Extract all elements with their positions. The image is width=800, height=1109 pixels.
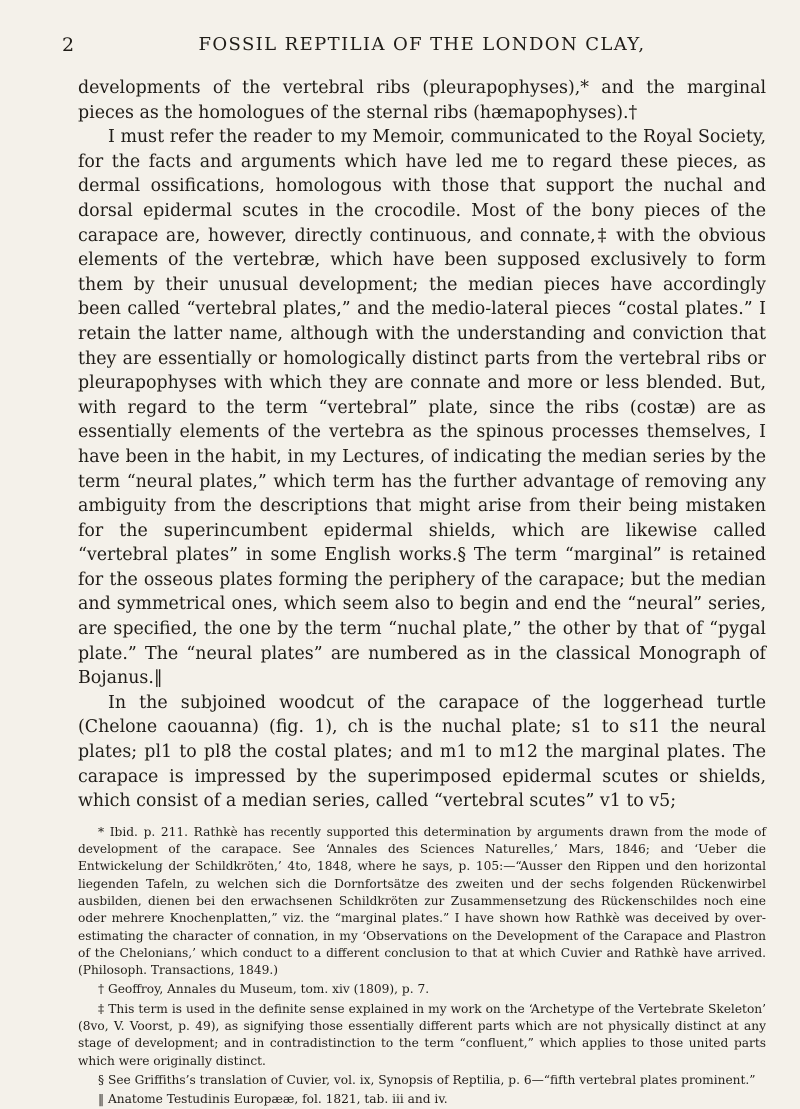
footnote-1: * Ibid. p. 211. Rathkè has recently supported this determination by arguments drawn from the mode of development of the carapace. See ‘Annales des Sciences Naturelles,’ Mars, 1846; and ‘Ueber die Entwickelung der Schildkröten,’ 4to, 1848, where he says, p. 105:—“Ausser den Rippen und den horizontal liegenden Tafeln, zu welchen sich die Dornfortsätze des zweiten und der sechs folgenden Rückenwirbel ausbilden, dienen bei den erwachsenen Schildkröten zur Zusammensetzung des Rückenschildes noch eine oder mehrere Knochenplatten,” viz. the “marginal plates.” I have shown how Rathkè was deceived by over-estimating the character of connation, in my ‘Observations on the Development of the Carapace and Plastron of the Chelonians,’ which conduct to a different conclusion to that at which Cuvier and Rathkè have arrived. (Philosoph. Transactions, 1849.) — [78, 824, 766, 978]
footnote-5: ‖ Anatome Testudinis Europææ, fol. 1821, tab. iii and iv. — [98, 1092, 448, 1107]
running-title: FOSSIL REPTILIA OF THE LONDON CLAY, — [198, 34, 646, 55]
page-header — [62, 22, 766, 64]
page-number: 2 — [62, 34, 75, 56]
main-text — [78, 76, 766, 814]
footnote-4: § See Griffiths’s translation of Cuvier, vol. ix, Synopsis of Reptilia, p. 6—“fifth vertebral plates prominent.” — [98, 1072, 756, 1087]
paragraph-1: developments of the vertebral ribs (pleurapophyses),* and the marginal pieces as the homologues of the sternal ribs (hæmapophyses).† — [78, 78, 766, 123]
footnote-3: ‡ This term is used in the definite sense explained in my work on the ‘Archetype of the Vertebrate Skeleton’ (8vo, V. Voorst, p. 49), as signifying those essentially different parts which are not physically distinct at any stage of development; and in contradistinction to the term “confluent,” which applies to those united parts which were originally distinct. — [78, 1001, 766, 1068]
paragraph-2: I must refer the reader to my Memoir, communicated to the Royal Society, for the facts and arguments which have led me to regard these pieces, as dermal ossifications, homologous with those that support the nuchal and dorsal epidermal scutes in the crocodile. Most of the bony pieces of the carapace are, however, directly continuous, and connate,‡ with the obvious elements of the vertebræ, which have been supposed exclusively to form them by their unusual development; the median pieces have accordingly been called “vertebral plates,” and the medio-lateral pieces “costal plates.” I retain the latter name, although with the understanding and conviction that they are essentially or homologically distinct parts from the vertebral ribs or pleurapophyses with which they are connate and more or less blended. But, with regard to the term “vertebral” plate, since the ribs (costæ) are as essentially elements of the vertebra as the spinous processes themselves, I have been in the habit, in my Lectures, of indicating the median series by the term “neural plates,” which term has the further advantage of removing any ambiguity from the descriptions that might arise from their being mistaken for the superincumbent epidermal shields, which are likewise called “vertebral plates” in some English works.§ The term “marginal” is retained for the osseous plates forming the periphery of the carapace; but the median and symmetrical ones, which seem also to begin and end the “neural” series, are specified, the one by the term “nuchal plate,” the other by that of “pygal plate.” The “neural plates” are numbered as in the classical Monograph of Bojanus.‖ — [78, 127, 766, 689]
footnotes — [78, 824, 766, 1109]
paragraph-3: In the subjoined woodcut of the carapace of the loggerhead turtle (Chelone caouanna) (fig. 1), ch is the nuchal plate; s1 to s11 the neural plates; pl1 to pl8 the costal plates; and m1 to m12 the marginal plates. The carapace is impressed by the superimposed epidermal scutes or shields, which consist of a median series, called “vertebral scutes” v1 to v5; — [78, 692, 766, 812]
footnote-2: † Geoffroy, Annales du Museum, tom. xiv (1809), p. 7. — [98, 982, 430, 997]
